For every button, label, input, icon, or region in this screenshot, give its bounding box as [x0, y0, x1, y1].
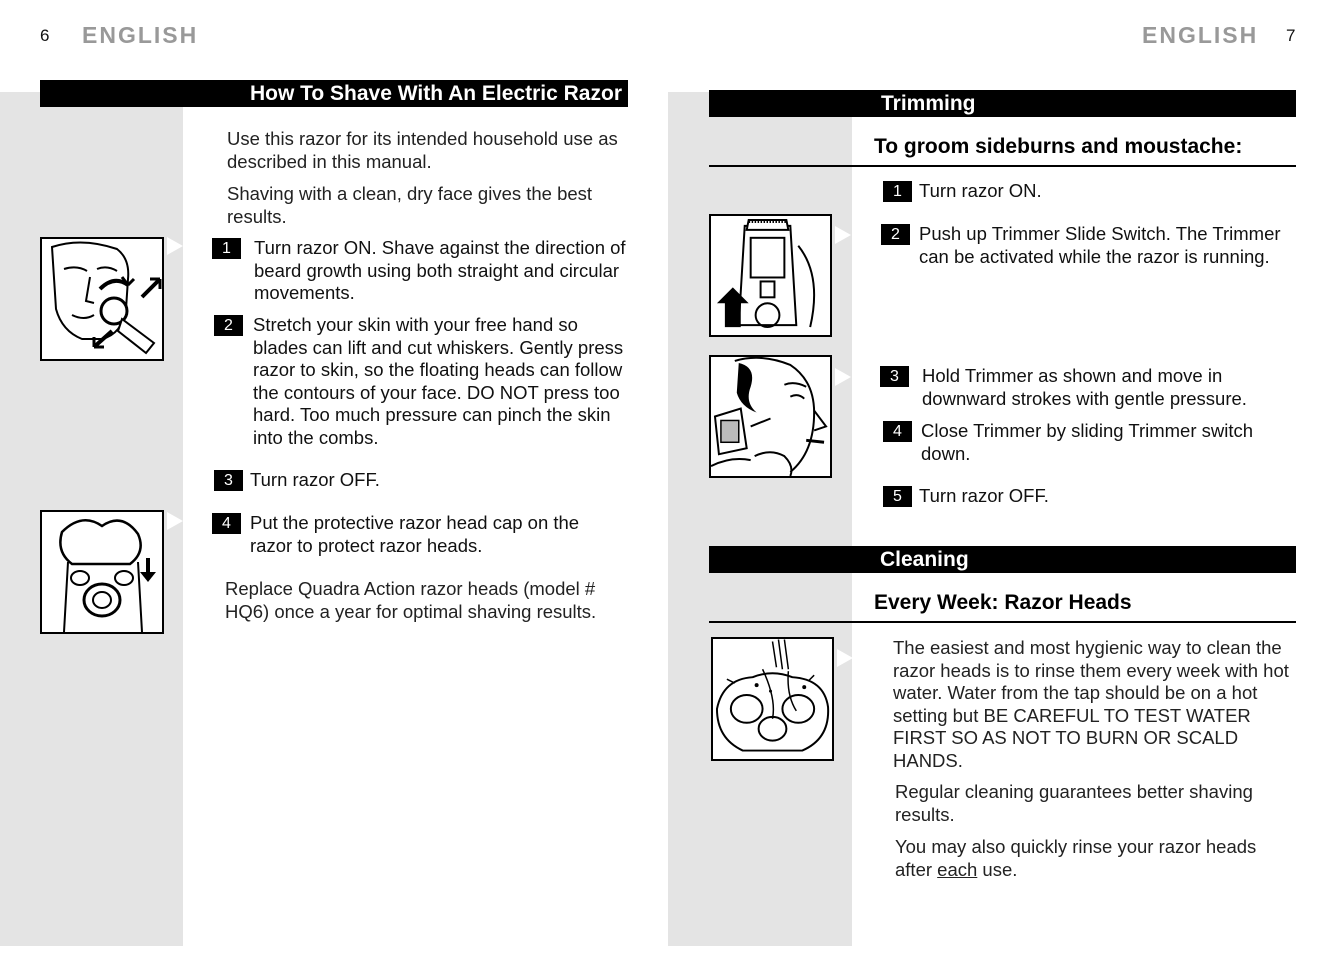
trimmer-switch-illustration — [709, 214, 832, 337]
trimming-divider — [709, 165, 1296, 167]
cleaning-paragraph-3-start: You may also quickly rinse your razor heads after — [895, 836, 1257, 880]
step-text: Close Trimmer by sliding Trimmer switch down. — [921, 420, 1254, 464]
replacement-note: Replace Quadra Action razor heads (model # HQ6) once a year for optimal shaving results. — [225, 578, 597, 622]
each-emphasis: each — [937, 858, 978, 880]
shaving-face-illustration — [40, 237, 164, 361]
step-number: 4 — [883, 421, 912, 442]
step-number: 2 — [881, 224, 910, 245]
cleaning-paragraph-3-end: use. — [977, 858, 1018, 880]
illustration-pointer — [167, 512, 183, 530]
step-number: 5 — [883, 486, 912, 507]
step-text: Turn razor OFF. — [919, 485, 1049, 506]
step-number: 2 — [214, 315, 243, 336]
right-language-header: ENGLISH — [1142, 22, 1259, 48]
cleaning-paragraph-2: Regular cleaning guarantees better shaving results. — [895, 781, 1253, 825]
illustration-pointer — [835, 368, 851, 386]
step-text: Hold Trimmer as shown and move in downward strokes with gentle pressure. — [922, 365, 1247, 409]
left-page-number: 6 — [40, 26, 50, 45]
step-text: Turn razor ON. Shave against the direction of beard growth using both straight and circular movements. — [254, 237, 626, 303]
step-number: 3 — [880, 366, 909, 387]
cleaning-divider — [709, 621, 1296, 623]
illustration-pointer — [837, 649, 853, 667]
razor-cap-illustration — [40, 510, 164, 634]
trimming-face-illustration — [709, 355, 832, 478]
intro-paragraph-2: Shaving with a clean, dry face gives the best results. — [227, 183, 593, 227]
cleaning-paragraph-3 — [895, 836, 1275, 881]
illustration-pointer — [835, 226, 851, 244]
razor-cap-drawing — [42, 512, 162, 632]
illustration-pointer — [167, 237, 183, 255]
trimmer-switch-drawing — [711, 216, 830, 335]
trimming-face-drawing — [711, 357, 830, 476]
trimming-section-title: Trimming — [881, 92, 976, 115]
step-number: 1 — [212, 238, 241, 259]
step-text: Turn razor OFF. — [250, 469, 380, 490]
cleaning-paragraph-1: The easiest and most hygienic way to clean the razor heads is to rinse them every week with hot water. Water from the tap should be on a hot setting but BE CAREFUL TO TEST WATER FIRST SO AS NOT TO BURN OR SCALD HANDS. — [893, 637, 1289, 771]
rinsing-illustration — [711, 637, 834, 761]
rinsing-drawing — [713, 639, 832, 759]
cleaning-subtitle: Every Week: Razor Heads — [874, 591, 1132, 614]
step-text: Push up Trimmer Slide Switch. The Trimmer can be activated while the razor is running. — [919, 223, 1281, 267]
cleaning-section-bar — [709, 546, 1296, 573]
shave-section-title: How To Shave With An Electric Razor — [249, 82, 622, 105]
intro-paragraph-1: Use this razor for its intended household use as described in this manual. — [227, 128, 618, 172]
trimming-section-bar — [709, 90, 1296, 117]
shave-section-bar — [40, 80, 628, 107]
trimming-subtitle: To groom sideburns and moustache: — [874, 135, 1243, 158]
right-page-number: 7 — [1286, 26, 1296, 45]
left-language-header: ENGLISH — [82, 22, 199, 48]
step-number: 1 — [883, 181, 912, 202]
step-number: 4 — [212, 513, 241, 534]
step-number: 3 — [214, 470, 243, 491]
cleaning-section-title: Cleaning — [880, 548, 969, 571]
step-text: Stretch your skin with your free hand so blades can lift and cut whiskers. Gently press razor to skin, so the floating heads can follow the contours of your face. DO NOT press too hard. Too much pressure can pinch the skin into the combs. — [253, 314, 624, 448]
step-text: Turn razor ON. — [919, 180, 1042, 201]
step-text: Put the protective razor head cap on the razor to protect razor heads. — [250, 512, 580, 556]
shaving-face-drawing — [42, 239, 162, 359]
